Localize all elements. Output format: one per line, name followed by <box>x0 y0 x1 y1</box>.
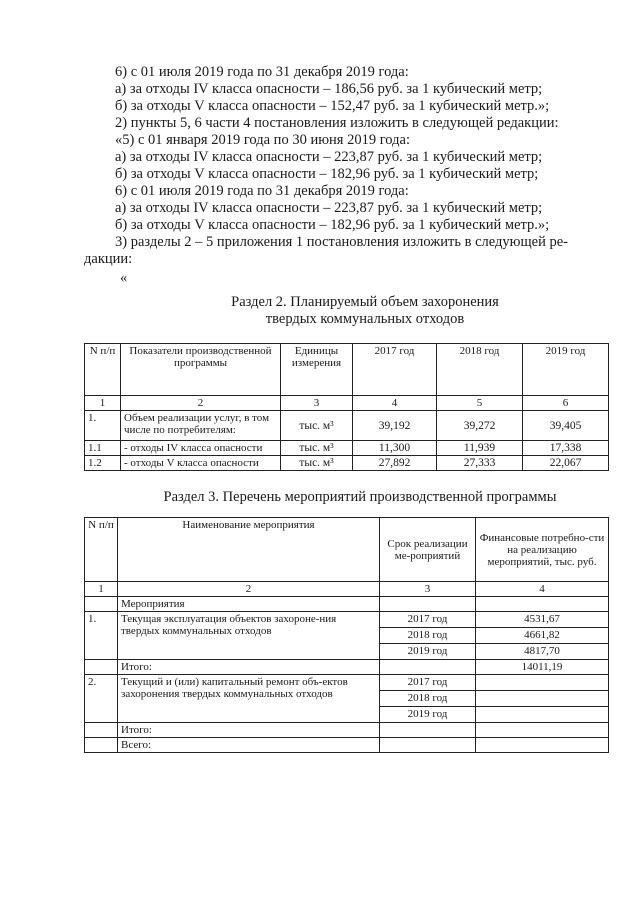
col-number: 5 <box>437 396 523 411</box>
grand-total-label: Всего: <box>118 738 380 753</box>
header-finance: Финансовые потребно-сти на реализацию мероприятий, тыс. руб. <box>476 518 609 582</box>
volume-table <box>84 343 609 471</box>
intro-line: 6) с 01 июля 2019 года по 31 декабря 2019 года: <box>115 183 409 199</box>
row-2019: 17,338 <box>523 441 609 456</box>
intro-line: а) за отходы IV класса опасности – 186,56 руб. за 1 кубический метр; <box>115 81 543 97</box>
intro-line: а) за отходы IV класса опасности – 223,87 руб. за 1 кубический метр; <box>115 149 543 165</box>
open-quote: « <box>120 270 128 286</box>
table-row <box>85 723 609 738</box>
row-name: - отходы V класса опасности <box>121 456 281 471</box>
intro-line: 6) с 01 июля 2019 года по 31 декабря 2019 года: <box>115 64 409 80</box>
header-indicator: Показатели производственной программы <box>121 344 281 396</box>
section2-title-line1: Раздел 2. Планируемый объем захоронения <box>231 294 499 310</box>
row-period: 2018 год <box>380 628 476 644</box>
col-number: 1 <box>85 396 121 411</box>
row-unit: тыс. м³ <box>281 441 353 456</box>
row-amount: 4661,82 <box>476 628 609 644</box>
row-2017: 11,300 <box>353 441 437 456</box>
col-number: 3 <box>380 582 476 597</box>
col-number: 1 <box>85 582 118 597</box>
row-period: 2017 год <box>380 612 476 628</box>
row-amount: 4817,70 <box>476 644 609 660</box>
row-name: Объем реализации услуг, в том числе по потребителям: <box>121 411 281 441</box>
intro-line: «5) с 01 января 2019 года по 30 июня 2019 года: <box>115 132 410 148</box>
intro-line: а) за отходы IV класса опасности – 223,87 руб. за 1 кубический метр; <box>115 200 543 216</box>
total-label: Итого: <box>118 723 380 738</box>
intro-line: б) за отходы V класса опасности – 152,47 руб. за 1 кубический метр.»; <box>115 98 550 114</box>
row-2018: 39,272 <box>437 411 523 441</box>
intro-wrap: дакции: <box>84 251 133 267</box>
col-number: 4 <box>353 396 437 411</box>
row-2017: 27,892 <box>353 456 437 471</box>
row-name: Текущий и (или) капитальный ремонт объ-ектов захоронения твердых коммунальных отходов <box>118 675 380 723</box>
table-row <box>85 456 609 471</box>
intro-text <box>115 64 605 251</box>
row-2018: 11,939 <box>437 441 523 456</box>
row-unit: тыс. м³ <box>281 411 353 441</box>
header-2019: 2019 год <box>523 344 609 396</box>
header-num: N п/п <box>85 344 121 396</box>
section2-title <box>115 294 615 328</box>
header-activity-name: Наименование мероприятия <box>118 518 380 582</box>
row-2017: 39,192 <box>353 411 437 441</box>
col-number: 4 <box>476 582 609 597</box>
section2-title-line2: твердых коммунальных отходов <box>265 311 465 327</box>
activities-label: Мероприятия <box>118 597 380 612</box>
row-num: 1.1 <box>85 441 121 456</box>
activities-table <box>84 517 609 753</box>
table-row <box>85 612 609 628</box>
row-name: Текущая эксплуатация объектов захороне-ния твердых коммунальных отходов <box>118 612 380 660</box>
row-num: 1.2 <box>85 456 121 471</box>
header-2017: 2017 год <box>353 344 437 396</box>
table-row <box>85 660 609 675</box>
row-2019: 22,067 <box>523 456 609 471</box>
row-num: 1. <box>85 411 121 441</box>
intro-line: 2) пункты 5, 6 части 4 постановления изложить в следующей редакции: <box>115 115 559 131</box>
row-num: 2. <box>85 675 118 723</box>
total-amount: 14011,19 <box>476 660 609 675</box>
row-period: 2019 год <box>380 644 476 660</box>
row-period: 2018 год <box>380 691 476 707</box>
intro-line: 3) разделы 2 – 5 приложения 1 постановления изложить в следующей ре- <box>115 234 568 250</box>
row-period: 2017 год <box>380 675 476 691</box>
table-row <box>85 675 609 691</box>
table-row <box>85 738 609 753</box>
header-term: Срок реализации ме-роприятий <box>380 518 476 582</box>
table-row <box>85 411 609 441</box>
row-amount: 4531,67 <box>476 612 609 628</box>
row-name: - отходы IV класса опасности <box>121 441 281 456</box>
row-2019: 39,405 <box>523 411 609 441</box>
col-number: 6 <box>523 396 609 411</box>
header-unit: Единицы измерения <box>281 344 353 396</box>
intro-line: б) за отходы V класса опасности – 182,96 руб. за 1 кубический метр.»; <box>115 217 550 233</box>
row-unit: тыс. м³ <box>281 456 353 471</box>
total-label: Итого: <box>118 660 380 675</box>
col-number: 3 <box>281 396 353 411</box>
col-number: 2 <box>118 582 380 597</box>
table-row <box>85 441 609 456</box>
row-num: 1. <box>85 612 118 660</box>
col-number: 2 <box>121 396 281 411</box>
row-period: 2019 год <box>380 707 476 723</box>
header-num: N п/п <box>85 518 118 582</box>
row-2018: 27,333 <box>437 456 523 471</box>
header-2018: 2018 год <box>437 344 523 396</box>
intro-line: б) за отходы V класса опасности – 182,96 руб. за 1 кубический метр; <box>115 166 539 182</box>
section3-title: Раздел 3. Перечень мероприятий производственной программы <box>163 489 557 505</box>
